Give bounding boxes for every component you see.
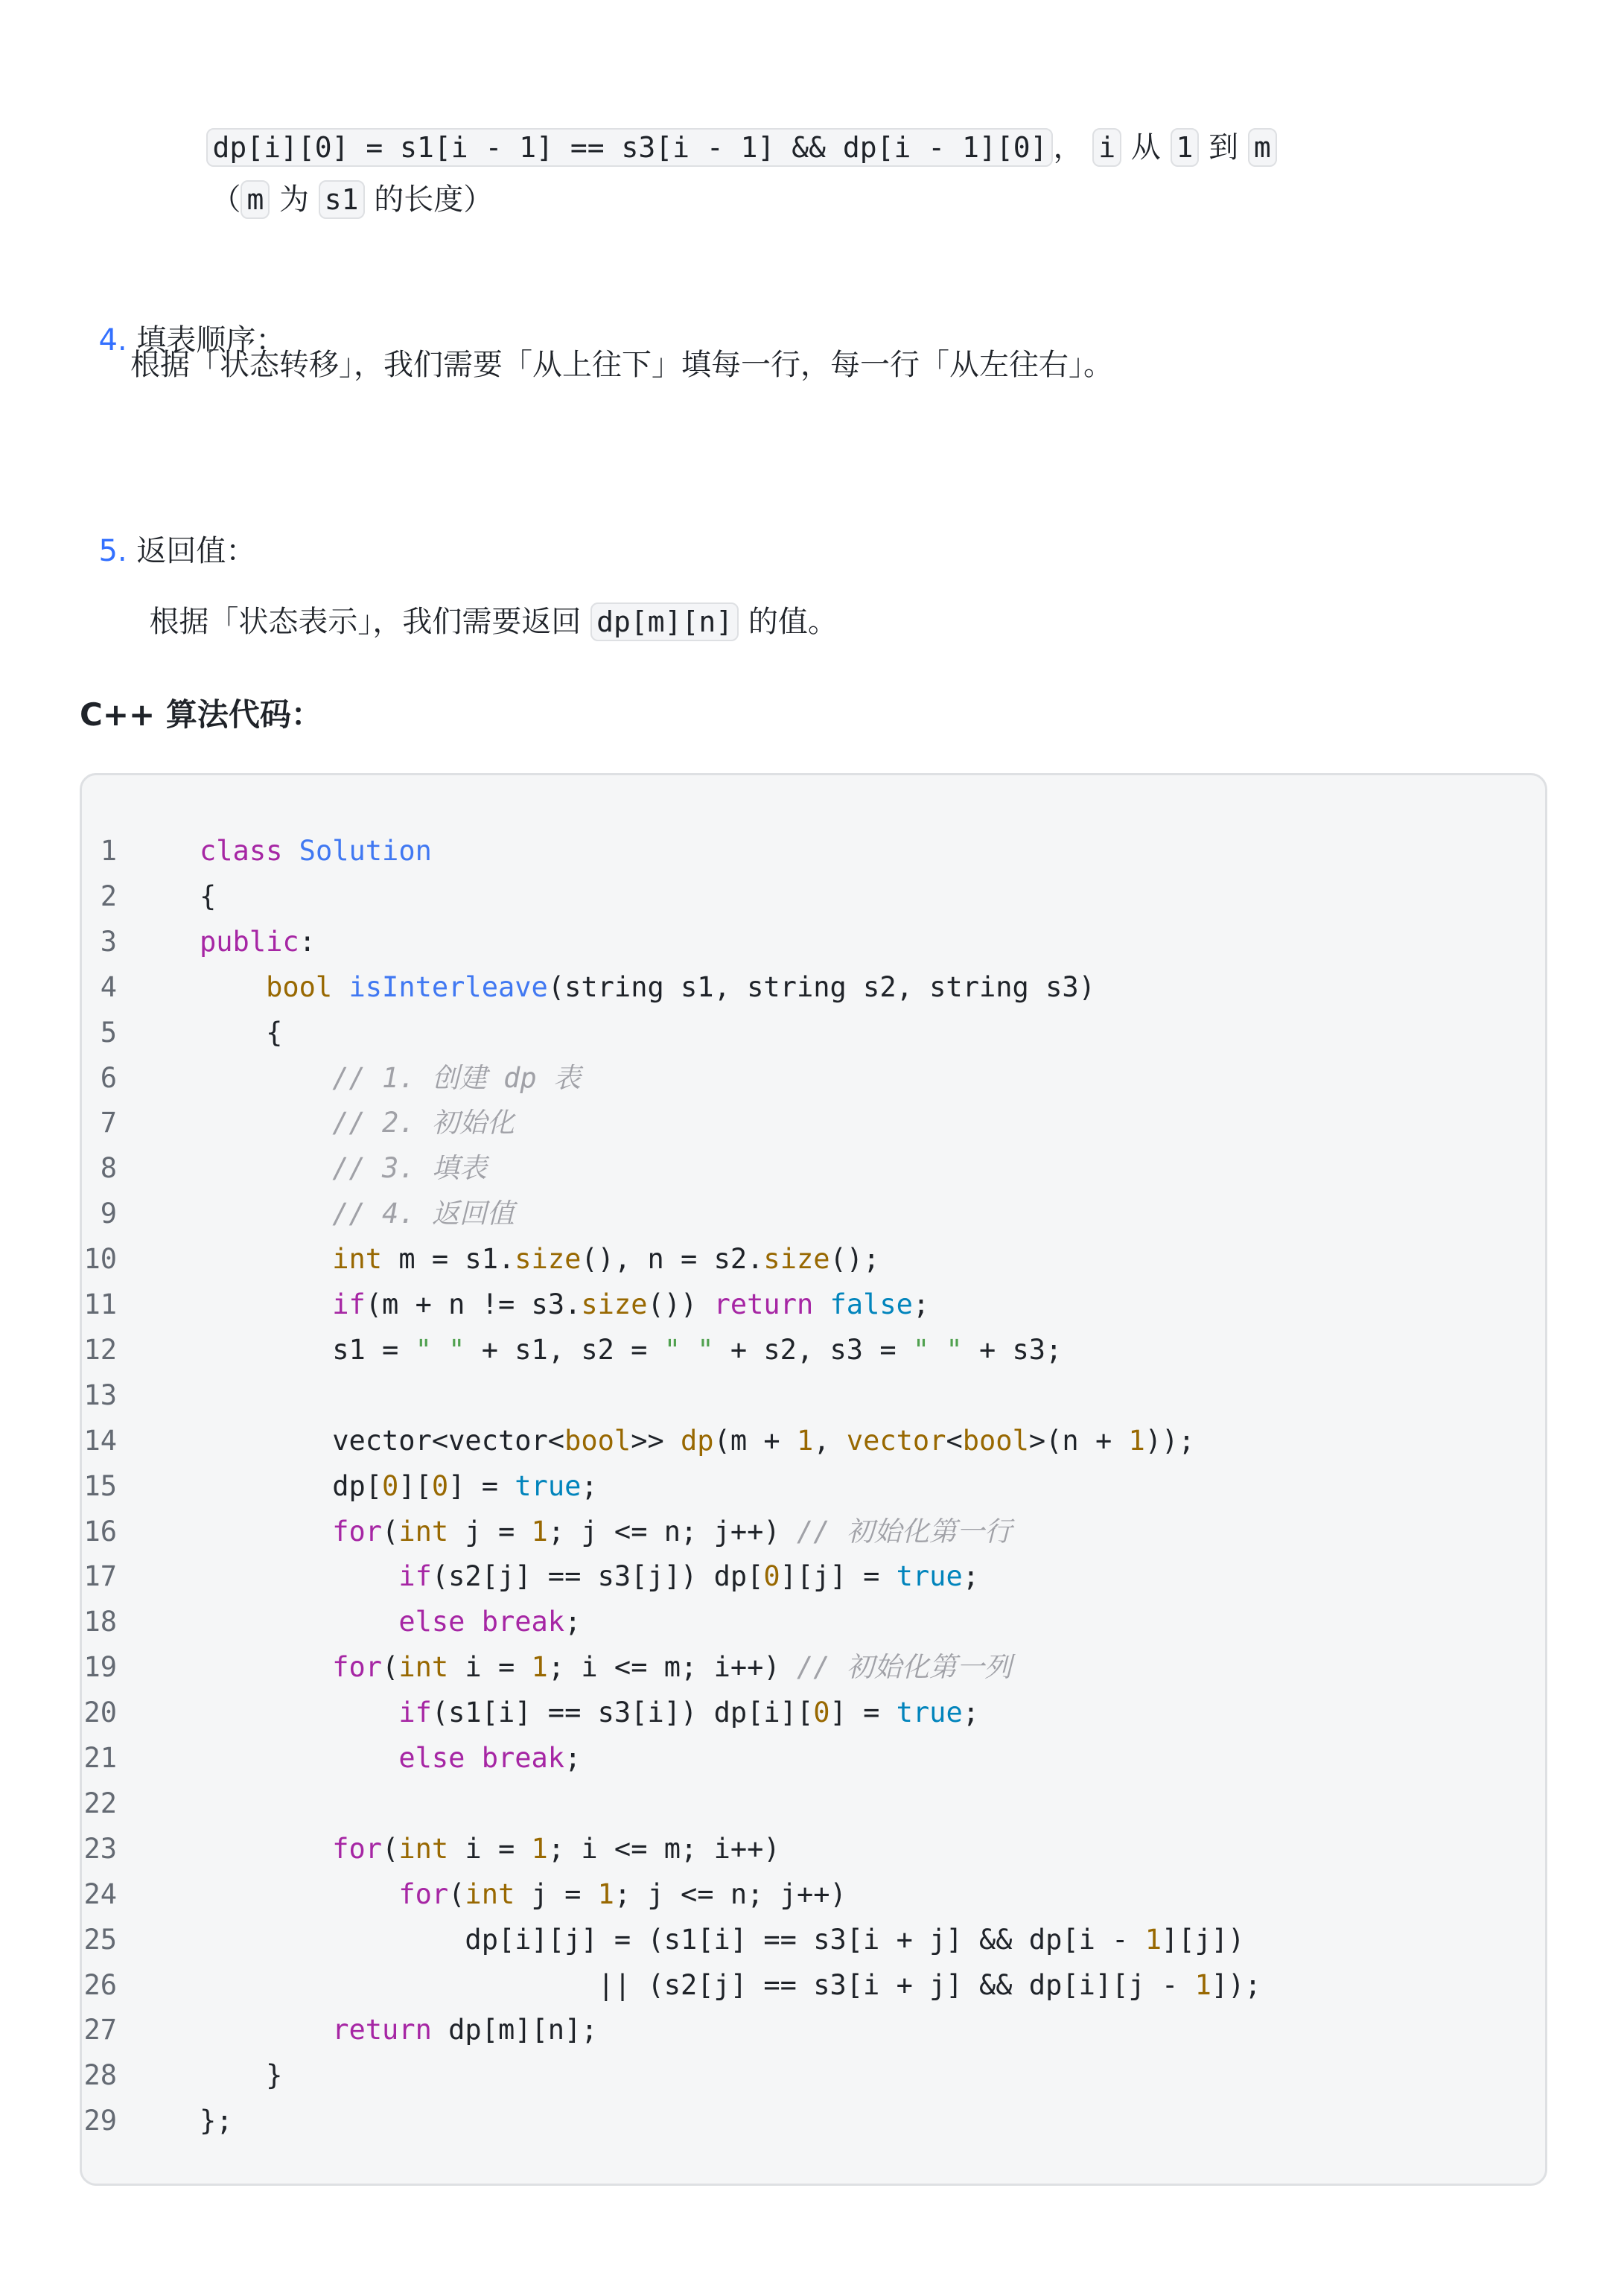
step-title: 填表顺序： [136,323,286,357]
code-line [82,920,1545,965]
code-text: // 2. 初始化 [332,1107,515,1139]
code-line [82,1011,1545,1056]
line-number: 12 [83,1333,117,1366]
code-text: if(m + n != s3.size()) return false; [332,1288,930,1320]
code-text: // 3. 填表 [332,1152,487,1185]
code-text: || (s2[j] == s3[i + j] && dp[i][j - 1]); [200,1968,1261,2001]
code-text: dp[0][0] = true; [200,1469,598,1502]
line-number: 5 [100,1016,117,1049]
line-number: 23 [83,1832,117,1865]
var-m-2: m [241,180,270,219]
code-text: s1 = " " + s1, s2 = " " + s2, s3 = " " + s3; [200,1333,1063,1366]
code-text: { [200,880,217,912]
return-expr: dp[m][n] [590,602,739,641]
text-is: 为 [279,182,310,217]
line-number: 10 [83,1243,117,1276]
step-4-body: 根据「状态转移」，我们需要「从上往下」填每一行，每一行「从左往右」。 [130,348,1113,382]
line-number: 26 [83,1968,117,2001]
code-text: else break; [398,1606,582,1638]
code-text: dp[i][j] = (s1[i] == s3[i + j] && dp[i - 1][j]) [200,1923,1245,1956]
line-number: 11 [83,1288,117,1320]
code-text: } [200,2059,283,2092]
code-line [82,2053,1545,2099]
code-text: for(int i = 1; i <= m; i++) [332,1832,780,1865]
init-col-formula: dp[i][0] = s1[i - 1] == s3[i - 1] && dp[i - 1][0] [206,128,1053,167]
list-number: 4. [98,323,127,357]
step-5-body [130,555,838,644]
text-from: 从 [1130,130,1161,165]
code-line [82,1056,1545,1101]
code-line [82,1827,1545,1872]
code-text: if(s1[i] == s3[i]) dp[i][0] = true; [398,1696,980,1729]
line-number: 22 [83,1787,117,1819]
code-text: // 4. 返回值 [332,1198,515,1230]
var-s1: s1 [319,180,365,219]
line-number: 21 [83,1742,117,1774]
literal-one: 1 [1171,128,1200,167]
code-text: int m = s1.size(), n = s2.size(); [332,1243,880,1276]
line-number: 15 [83,1469,117,1502]
code-text: for(int j = 1; j <= n; j++) // 初始化第一行 [332,1515,1012,1548]
step-title: 返回值： [136,534,256,568]
line-number: 20 [83,1696,117,1729]
code-line [82,1328,1545,1373]
code-line [82,1736,1545,1781]
line-number: 29 [83,2105,117,2137]
code-line [82,874,1545,920]
line-number: 9 [100,1198,117,1230]
init-col-line-2 [192,133,493,222]
comma: ， [1053,130,1083,165]
code-heading: C++ 算法代码： [80,696,322,733]
line-number: 13 [83,1378,117,1411]
code-line [82,1237,1545,1282]
code-line [82,1554,1545,1600]
code-line [82,1282,1545,1328]
code-line [82,2008,1545,2053]
code-text: else break; [398,1742,582,1774]
line-number: 17 [83,1560,117,1593]
code-text: bool isInterleave(string s1, string s2, string s3) [266,970,1095,1003]
code-line [82,1373,1545,1419]
line-number: 6 [100,1061,117,1094]
code-line [82,965,1545,1011]
code-text: }; [200,2105,233,2137]
code-line [82,1510,1545,1555]
code-line [82,1872,1545,1918]
paren-open: （ [211,182,241,217]
text-to: 到 [1209,130,1239,165]
code-line [82,1419,1545,1464]
line-number: 2 [100,880,117,912]
line-number: 3 [100,925,117,958]
line-number: 1 [100,835,117,867]
code-line [82,829,1545,874]
code-line [82,1600,1545,1645]
line-number: 25 [83,1923,117,1956]
line-number: 16 [83,1515,117,1548]
code-line [82,1464,1545,1510]
code-text: // 1. 创建 dp 表 [332,1061,581,1094]
body-suffix: 的值。 [748,605,838,639]
var-i: i [1092,128,1121,167]
line-number: 19 [83,1651,117,1684]
code-line [82,1781,1545,1827]
line-number: 4 [100,970,117,1003]
code-line [82,1192,1545,1237]
line-number: 14 [83,1424,117,1457]
code-text: { [200,1016,283,1049]
code-line [82,1691,1545,1736]
code-line [82,1101,1545,1146]
code-text: for(int j = 1; j <= n; j++) [398,1877,847,1910]
code-text: for(int i = 1; i <= m; i++) // 初始化第一列 [332,1651,1012,1684]
body-prefix: 根据「状态表示」，我们需要返回 [149,605,582,639]
line-number: 24 [83,1877,117,1910]
var-m: m [1248,128,1277,167]
line-number: 18 [83,1606,117,1638]
code-line [82,1645,1545,1691]
code-text: vector<vector<bool>> dp(m + 1, vector<bool>(n + 1)); [200,1424,1195,1457]
code-text: if(s2[j] == s3[j]) dp[0][j] = true; [398,1560,980,1593]
code-text: public: [200,925,316,958]
line-number: 8 [100,1152,117,1185]
text-length: 的长度） [374,182,494,217]
line-number: 7 [100,1107,117,1139]
code-line [82,1963,1545,2009]
code-text: return dp[m][n]; [332,2014,598,2047]
code-line [82,1918,1545,1963]
code-text: class Solution [200,835,432,867]
code-line [82,1146,1545,1192]
line-number: 27 [83,2014,117,2047]
line-number: 28 [83,2059,117,2092]
list-number: 5. [98,534,127,568]
code-line [82,2099,1545,2144]
code-block[interactable] [80,773,1547,2186]
